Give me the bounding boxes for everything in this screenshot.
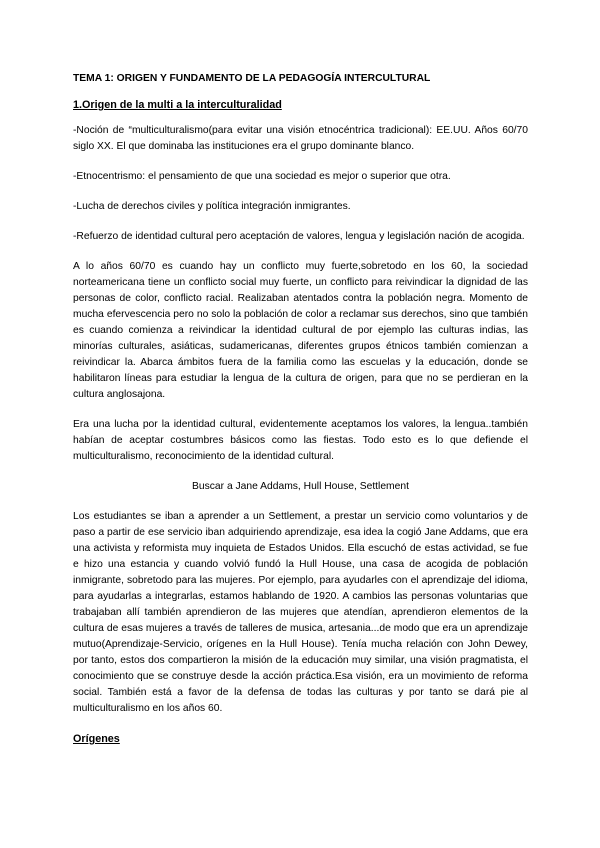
paragraph-identidad-cultural: -Refuerzo de identidad cultural pero aceptación de valores, lengua y legislación nación de acogida. (73, 231, 525, 242)
paragraph-etnocentrismo: -Etnocentrismo: el pensamiento de que una sociedad es mejor o superior que otra. (73, 171, 451, 182)
paragraph-settlement: Los estudiantes se iban a aprender a un Settlement, a prestar un servicio como voluntarios y de paso a partir de ese servicio iban adquiriendo aprendizaje, esa idea la cogió Jane Addams, que era una activista y reformista muy inquieta de Estados Unidos. Ella escuchó de estas actividad, se fue e hizo una estancia y cuando volvió fundó la Hull House, una casa de acogida de población inmigrante, sobretodo para las mujeres. Por ejemplo, para ayudarles con el aprendizaje del idioma, para ayudarlas a integrarlas, estamos hablando de 1920. A cambios las personas voluntarias que trabajaban allí también aprendieron de las mujeres que atendían, aprendieron elementos de la cultura de esas mujeres a través de talleres de musica, artesania...de modo que era un aprendizaje mutuo(Aprendizaje-Servicio, orígenes en la Hull House). Tenía mucha relación con John Dewey, por tanto, estos dos compartieron la misión de la educación muy similar, una visión pragmatista, el conocimiento que se construye desde la acción práctica.Esa visión, era un movimiento de reforma social. También está a favor de la defensa de todas las culturas y por tanto se dará pie al multiculturalismo en los años 60. (73, 511, 528, 714)
note-jane-addams: Buscar a Jane Addams, Hull House, Settlement (192, 481, 409, 492)
document-title: TEMA 1: ORIGEN Y FUNDAMENTO DE LA PEDAGOGÍA INTERCULTURAL (73, 73, 431, 84)
section-heading-origenes: Orígenes (73, 733, 120, 745)
paragraph-multiculturalismo: -Noción de “multiculturalismo(para evitar una visión etnocéntrica tradicional): EE.UU. Años 60/70 siglo XX. El que dominaba las instituciones era el grupo dominante blanco. (73, 125, 528, 152)
paragraph-lucha-identidad: Era una lucha por la identidad cultural, evidentemente aceptamos los valores, la lengua..también habían de aceptar costumbres básicos como las fiestas. Todo esto es lo que defiende el multiculturalismo, reconocimiento de la identidad cultural. (73, 419, 528, 462)
section-heading-origen: 1.Origen de la multi a la interculturalidad (73, 99, 282, 111)
paragraph-derechos-civiles: -Lucha de derechos civiles y política integración inmigrantes. (73, 201, 351, 212)
document-body (73, 71, 528, 757)
paragraph-conflicto-racial: A lo años 60/70 es cuando hay un conflicto muy fuerte,sobretodo en los 60, la sociedad norteamericana tiene un conflicto social muy fuerte, un conflicto para reivindicar la dignidad de las personas de color, conflicto racial. Realizaban atentados contra la población negra. Momento de mucha efervescencia pero no solo la población de color a reclamar sus derechos, sino que también es cuando comienza a reivindicar la identidad cultural de por ejemplo las culturas indias, las minorías culturales, asiáticas, sudamericanas, diferentes grupos étnicos también comienzan a reivindicar la. Abarca ámbitos fuera de la familia como las escuelas y la educación, donde se habilitaron líneas para estudiar la lengua de la cultura de origen, para que no se perdieran en la cultura anglosajona. (73, 261, 528, 400)
